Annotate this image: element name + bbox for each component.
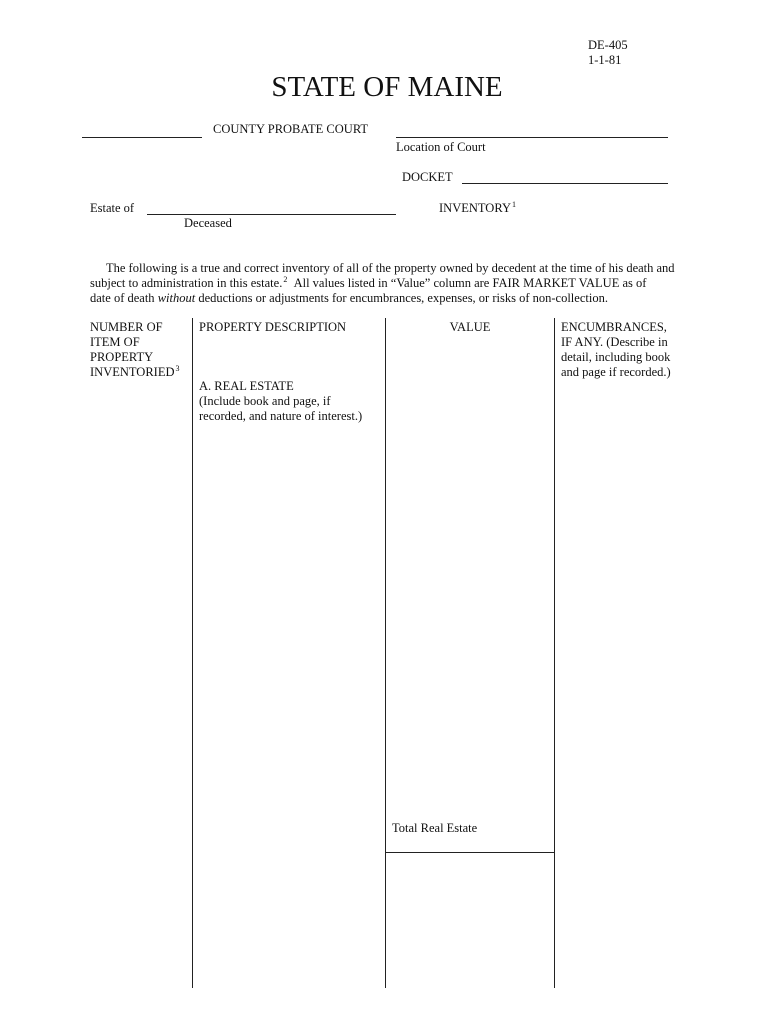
form-code: DE-405 bbox=[588, 38, 628, 52]
encumbrances-header-line-3: detail, including book bbox=[561, 350, 671, 364]
number-header-line-2: ITEM OF bbox=[90, 335, 140, 349]
docket-label: DOCKET bbox=[402, 170, 453, 184]
inventory-footnote: 1 bbox=[512, 200, 516, 209]
county-probate-court-label: COUNTY PROBATE COURT bbox=[213, 122, 369, 136]
description-header: PROPERTY DESCRIPTION bbox=[199, 320, 347, 334]
location-of-court-label: Location of Court bbox=[396, 140, 486, 154]
total-real-estate-line bbox=[385, 852, 554, 853]
section-a-note-line-1: (Include book and page, if bbox=[199, 394, 331, 408]
item-number-entry-area[interactable] bbox=[86, 430, 190, 810]
page-title: STATE OF MAINE bbox=[271, 71, 503, 103]
intro-line-1: The following is a true and correct inventory of all of the property owned by decedent at the time of his death and bbox=[106, 261, 675, 275]
total-real-estate-label: Total Real Estate bbox=[392, 821, 478, 835]
county-name-field[interactable] bbox=[82, 137, 202, 138]
deceased-label: Deceased bbox=[184, 216, 232, 230]
value-header: VALUE bbox=[449, 320, 491, 334]
section-a-title: A. REAL ESTATE bbox=[199, 379, 294, 393]
decedent-name-field[interactable] bbox=[147, 214, 396, 215]
number-header-line-3: PROPERTY bbox=[90, 350, 154, 364]
intro-line-2: subject to administration in this estate.$^2$ All values listed in “Value” column are FAIR MARKET VALUE as of bbox=[90, 275, 647, 290]
encumbrances-header-line-1: ENCUMBRANCES, bbox=[561, 320, 667, 334]
form-revision: 1-1-81 bbox=[588, 53, 622, 67]
value-entry-area[interactable] bbox=[387, 340, 552, 810]
inventory-label: INVENTORY$^1$ bbox=[439, 200, 516, 215]
intro-footnote: 2 bbox=[283, 275, 288, 284]
column-divider-1 bbox=[192, 318, 193, 988]
encumbrances-entry-area[interactable] bbox=[556, 385, 686, 985]
docket-field[interactable] bbox=[462, 183, 668, 184]
court-location-field[interactable] bbox=[396, 137, 668, 138]
encumbrances-header-line-2: IF ANY. (Describe in bbox=[561, 335, 668, 349]
number-header-footnote: 3 bbox=[175, 364, 180, 373]
section-a-note-line-2: recorded, and nature of interest.) bbox=[199, 409, 363, 423]
number-header-line-4: INVENTORIED$^3$ bbox=[90, 364, 180, 379]
encumbrances-header-line-4: and page if recorded.) bbox=[561, 365, 671, 379]
number-header-line-1: NUMBER OF bbox=[90, 320, 163, 334]
column-divider-2 bbox=[385, 318, 386, 988]
total-real-estate-value-field[interactable] bbox=[387, 855, 552, 985]
property-description-entry-area[interactable] bbox=[194, 430, 383, 810]
column-divider-3 bbox=[554, 318, 555, 988]
intro-line-3: date of death without deductions or adjustments for encumbrances, expenses, or risks of non-collection. bbox=[90, 291, 608, 305]
estate-of-label: Estate of bbox=[90, 201, 135, 215]
